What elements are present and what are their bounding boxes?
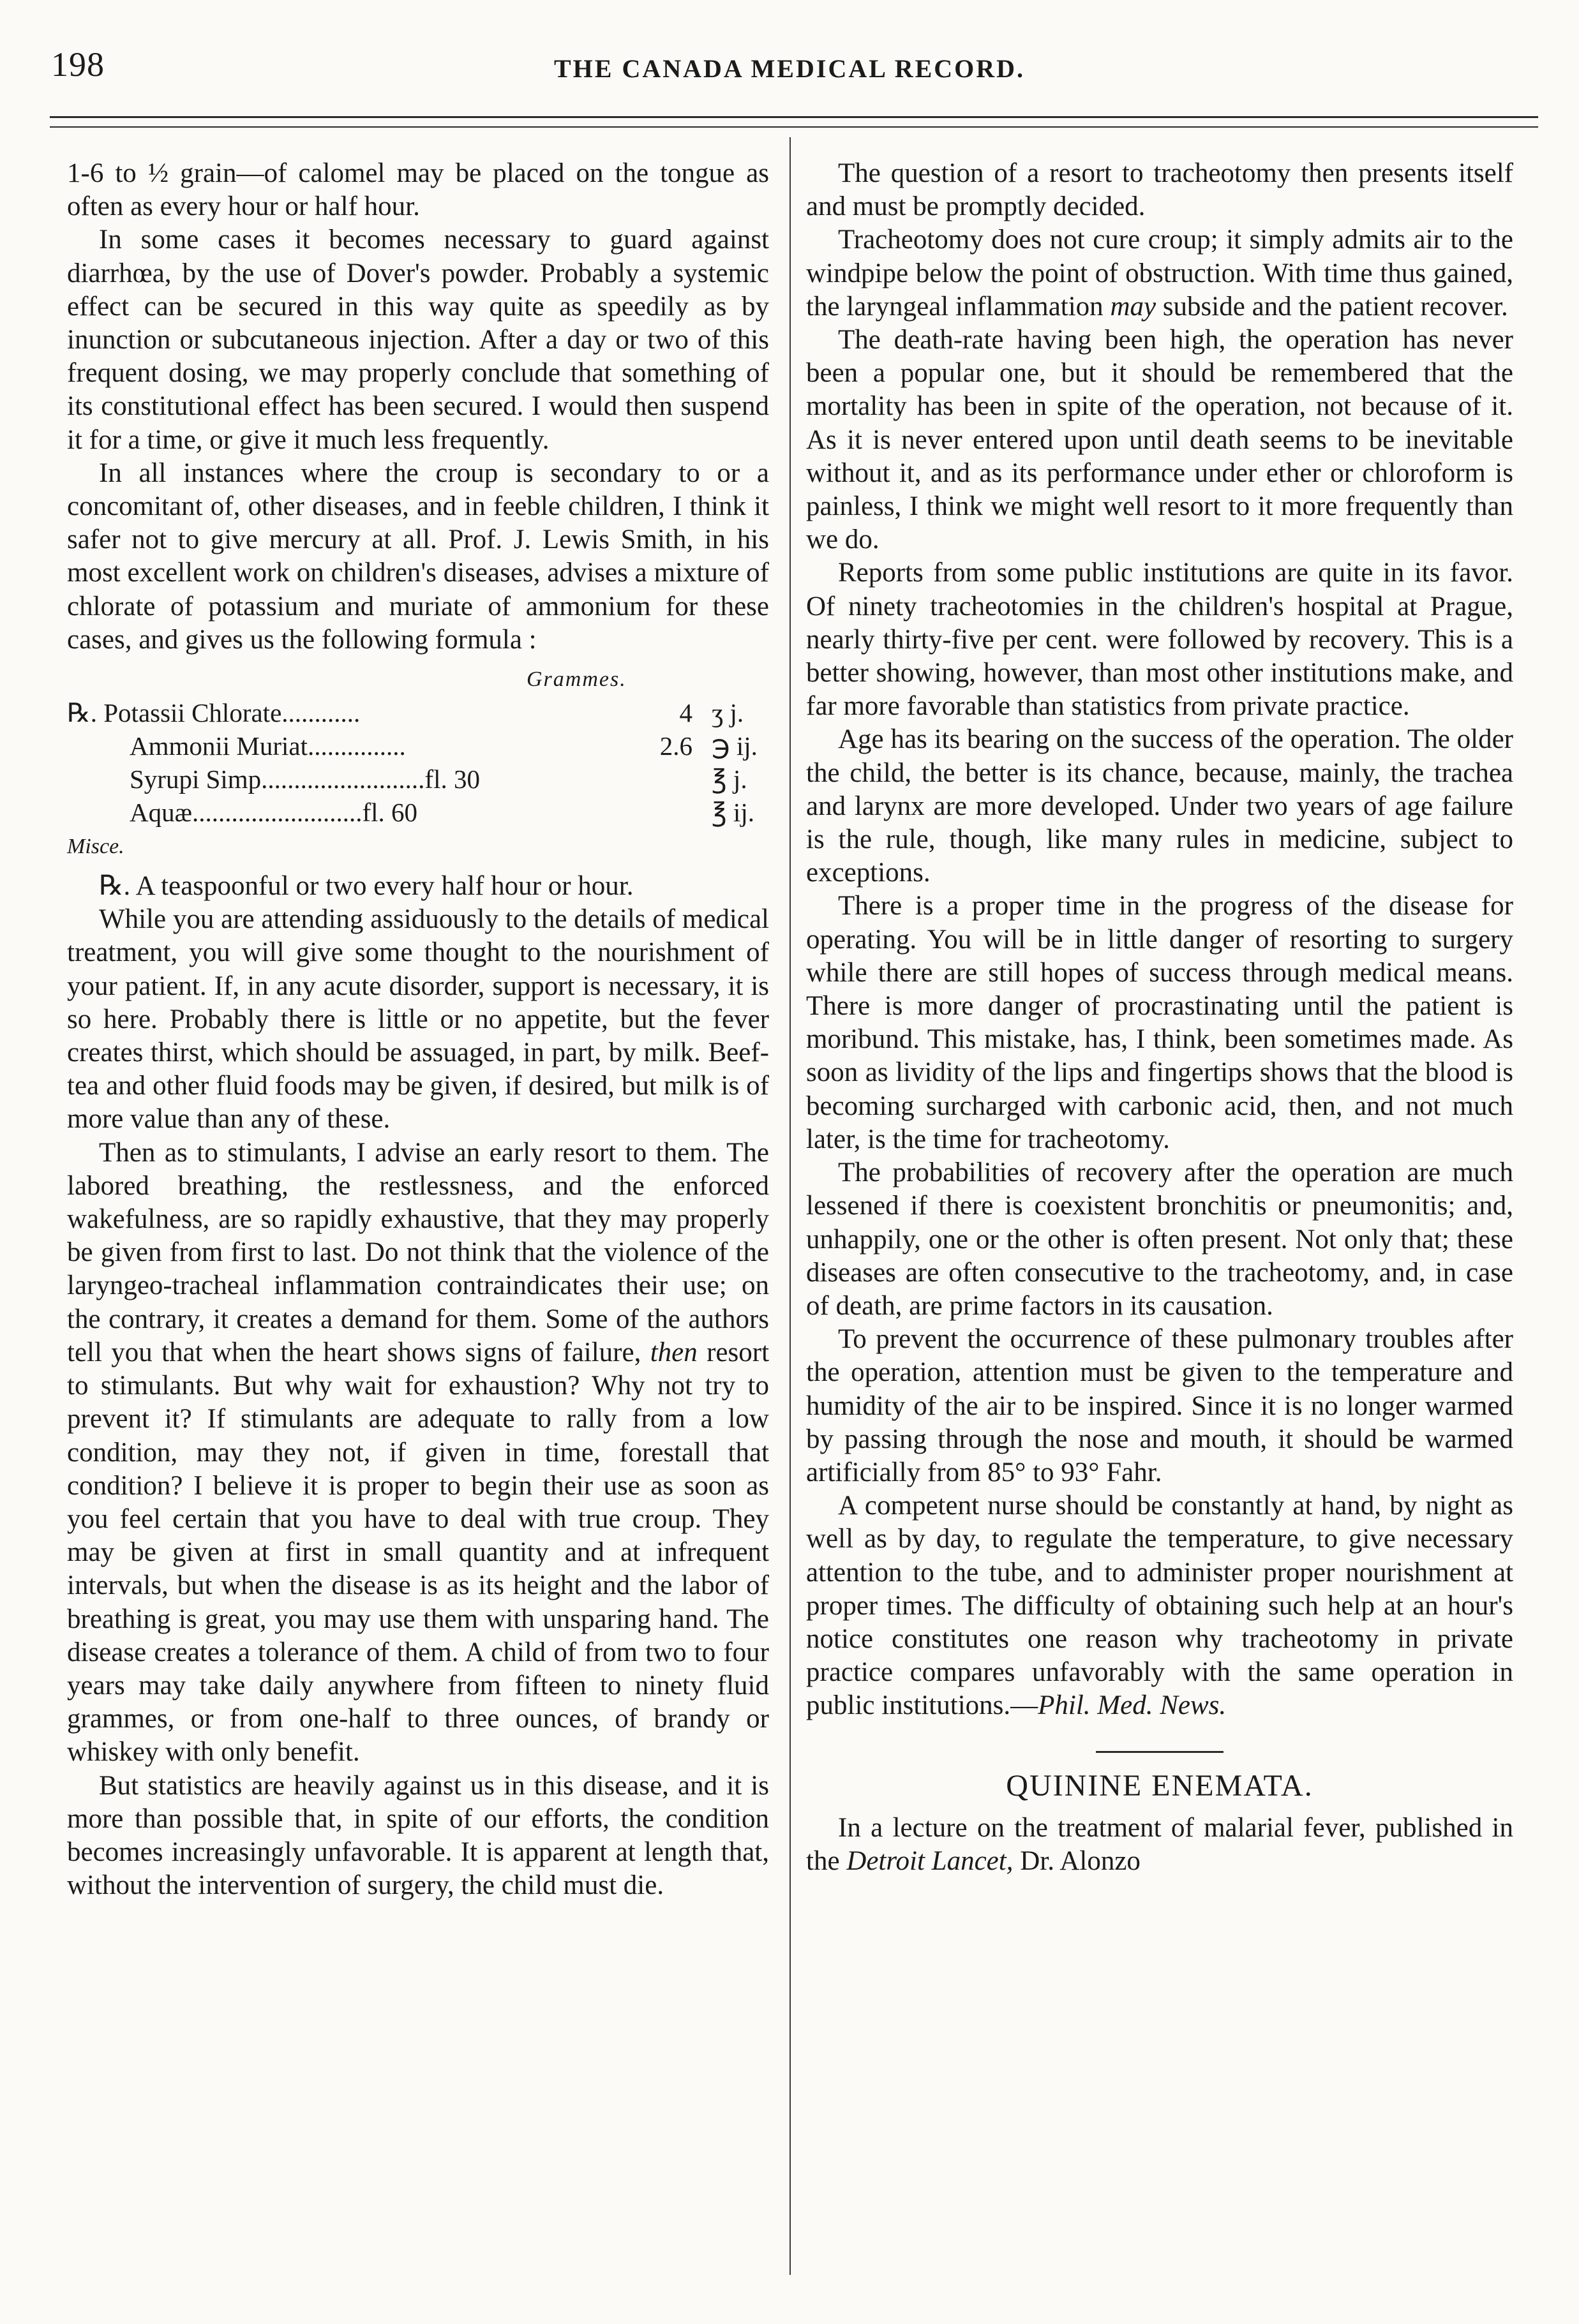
ingredient: Ammonii Muriat............... bbox=[130, 731, 406, 761]
text-run: Then as to stimulants, I advise an early resort to them. The labored breathing, the restlessness, and the enforced wakefulness, are so rapidly exhaustive, that they may properly be given from first to last. Do not think that the violence of the laryngeo-tracheal inflammation contraindicates their use; on the contrary, it creates a demand for them. Some of the authors tell you that when the heart shows signs of failure, bbox=[67, 1137, 769, 1367]
source-citation: Phil. Med. News. bbox=[1038, 1690, 1227, 1721]
emphasis: then bbox=[650, 1337, 698, 1367]
column-divider bbox=[790, 137, 791, 2275]
ingredient: Aquæ..........................fl. 60 bbox=[130, 798, 417, 828]
ingredient-grammes: 4 bbox=[679, 698, 692, 728]
paragraph: To prevent the occurrence of these pulmonary troubles after the operation, attention must be given to the temperature and humidity of the air to be inspired. Since it is no longer warmed by passing through the nose and mouth, it should be warmed artificially from 85° to 93° Fahr. bbox=[806, 1324, 1513, 1487]
paragraph bbox=[67, 1136, 769, 1769]
paragraph: Reports from some public institutions are quite in its favor. Of ninety tracheotomies in the children's hospital at Prague, nearly thirty-five per cent. were followed by recovery. This is a better showing, however, than most other institutions make, and far more favorable than statistics from private practice. bbox=[806, 558, 1513, 722]
ingredient: ℞. Potassii Chlorate............ bbox=[67, 698, 361, 728]
running-head bbox=[0, 45, 1579, 96]
header-rule-top bbox=[50, 116, 1538, 118]
prescription-directions: ℞. A teaspoonful or two every half hour or hour. bbox=[99, 871, 634, 902]
misce-label: Misce. bbox=[67, 835, 124, 859]
paragraph: But statistics are heavily against us in this disease, and it is more than possible that, in spite of our efforts, the condition becomes increasingly unfavorable. It is apparent at length that, without the intervention of surgery, the child must die. bbox=[67, 1770, 769, 1901]
ingredient-apothecary: ʒ j. bbox=[712, 698, 744, 728]
ingredient-apothecary: ℥ j. bbox=[712, 764, 747, 794]
paragraph: Age has its bearing on the success of the operation. The older the child, the better is its chance, because, mainly, the trachea and larynx are more developed. Under two years of age failure is the rule, though, like many rules in medicine, subject to exceptions. bbox=[806, 724, 1513, 888]
left-column bbox=[67, 157, 769, 1902]
ingredient-grammes: 2.6 bbox=[659, 731, 692, 761]
publication-title: Detroit Lancet, bbox=[846, 1845, 1014, 1876]
page-number: 198 bbox=[51, 45, 105, 84]
prescription-formula bbox=[67, 663, 769, 866]
paragraph bbox=[806, 1489, 1513, 1722]
text-run: Tracheotomy does not cure croup; it simply admits air to the windpipe below the point of obstruction. With time thus gained, the laryngeal inflammation bbox=[806, 225, 1513, 322]
ingredient-apothecary: ℥ ij. bbox=[712, 798, 754, 828]
ingredient: Syrupi Simp.........................fl. 30 bbox=[130, 764, 480, 794]
prescription-row bbox=[67, 763, 769, 796]
emphasis: may bbox=[1110, 291, 1156, 322]
paragraph bbox=[806, 223, 1513, 324]
section-heading: QUININE ENEMATA. bbox=[1006, 1768, 1313, 1803]
journal-title: THE CANADA MEDICAL RECORD. bbox=[553, 54, 1026, 83]
paragraph: 1-6 to ½ grain—of calomel may be placed on the tongue as often as every hour or half hour. bbox=[67, 158, 769, 222]
prescription-row bbox=[67, 796, 769, 829]
ingredient-apothecary: ℈ ij. bbox=[712, 731, 758, 761]
text-run: Dr. Alonzo bbox=[1020, 1845, 1141, 1876]
paragraph: In some cases it becomes necessary to guard against diarrhœa, by the use of Dover's powder. Probably a systemic effect can be secured in this way quite as speedily as by inunction or subcutaneous injection. After a day or two of this frequent dosing, we may properly conclude that something of its constitutional effect has been secured. I would then suspend it for a time, or give it much less frequently. bbox=[67, 225, 769, 455]
text-run: subside and the patient recover. bbox=[1162, 291, 1508, 322]
header-rule-bottom bbox=[50, 126, 1538, 128]
paragraph: The death-rate having been high, the operation has never been a popular one, but it should be remembered that the mortality has been in spite of the operation, not because of it. As it is never entered upon until death seems to be inevitable without it, and as its performance under ether or chloroform is painless, I think we might well resort to it more frequently than we do. bbox=[806, 325, 1513, 555]
paragraph: The question of a resort to tracheotomy then presents itself and must be promptly decided. bbox=[806, 158, 1513, 222]
paragraph: The probabilities of recovery after the operation are much lessened if there is coexistent bronchitis or pneumonitis; and, unhappily, one or the other is often present. Not only that; these diseases are often consecutive to the tracheotomy, and, in case of death, are prime factors in its causation. bbox=[806, 1158, 1513, 1321]
right-column bbox=[806, 157, 1513, 1878]
grammes-column-header: Grammes. bbox=[527, 667, 627, 692]
paragraph bbox=[806, 1812, 1513, 1878]
text-run: In a lecture on the treatment of malarial fever, published in the bbox=[806, 1812, 1513, 1876]
paragraph: In all instances where the croup is secondary to or a concomitant of, other diseases, and in feeble children, I think it safer not to give mercury at all. Prof. J. Lewis Smith, in his most excellent work on children's diseases, advises a mixture of chlorate of potassium and muriate of ammonium for these cases, and gives us the following formula : bbox=[67, 458, 769, 655]
section-separator bbox=[1096, 1751, 1224, 1753]
text-run: A competent nurse should be constantly at hand, by night as well as by day, to regulate the temperature, to give necessary attention to the tube, and to administer proper nourishment at proper times. The difficulty of obtaining such help at an hour's notice constitutes one reason why tracheotomy in private practice compares unfavorably with the same operation in public institutions.— bbox=[806, 1491, 1513, 1721]
prescription-row bbox=[67, 696, 769, 729]
paragraph: There is a proper time in the progress of the disease for operating. You will be in little danger of resorting to surgery while there are still hopes of success through medical means. There is more danger of procrastinating until the patient is moribund. This mistake, has, I think, been sometimes made. As soon as lividity of the lips and fingertips shows that the blood is becoming surcharged with carbonic acid, then, and not much later, is the time for tracheotomy. bbox=[806, 891, 1513, 1154]
text-run: resort to stimulants. But why wait for exhaustion? Why not try to prevent it? If stimulants are adequate to rally from a low condition, may they not, if given in time, forestall that condition? I believe it is proper to begin their use as soon as you feel certain that you have to deal with true croup. They may be given at first in small quantity and at infrequent intervals, but when the disease is as its height and the labor of breathing is great, you may use them with unsparing hand. The disease creates a tolerance of them. A child of from two to four years may take daily anywhere from fifteen to ninety fluid grammes, or from one-half to three ounces, of brandy or whiskey with only benefit. bbox=[67, 1337, 770, 1768]
paragraph: While you are attending assiduously to the details of medical treatment, you will give some thought to the nourishment of your patient. If, in any acute disorder, support is necessary, it is so here. Probably there is little or no appetite, but the fever creates thirst, which should be assuaged, in part, by milk. Beef-tea and other fluid foods may be given, if desired, but milk is of more value than any of these. bbox=[67, 904, 769, 1135]
prescription-row bbox=[67, 729, 769, 763]
